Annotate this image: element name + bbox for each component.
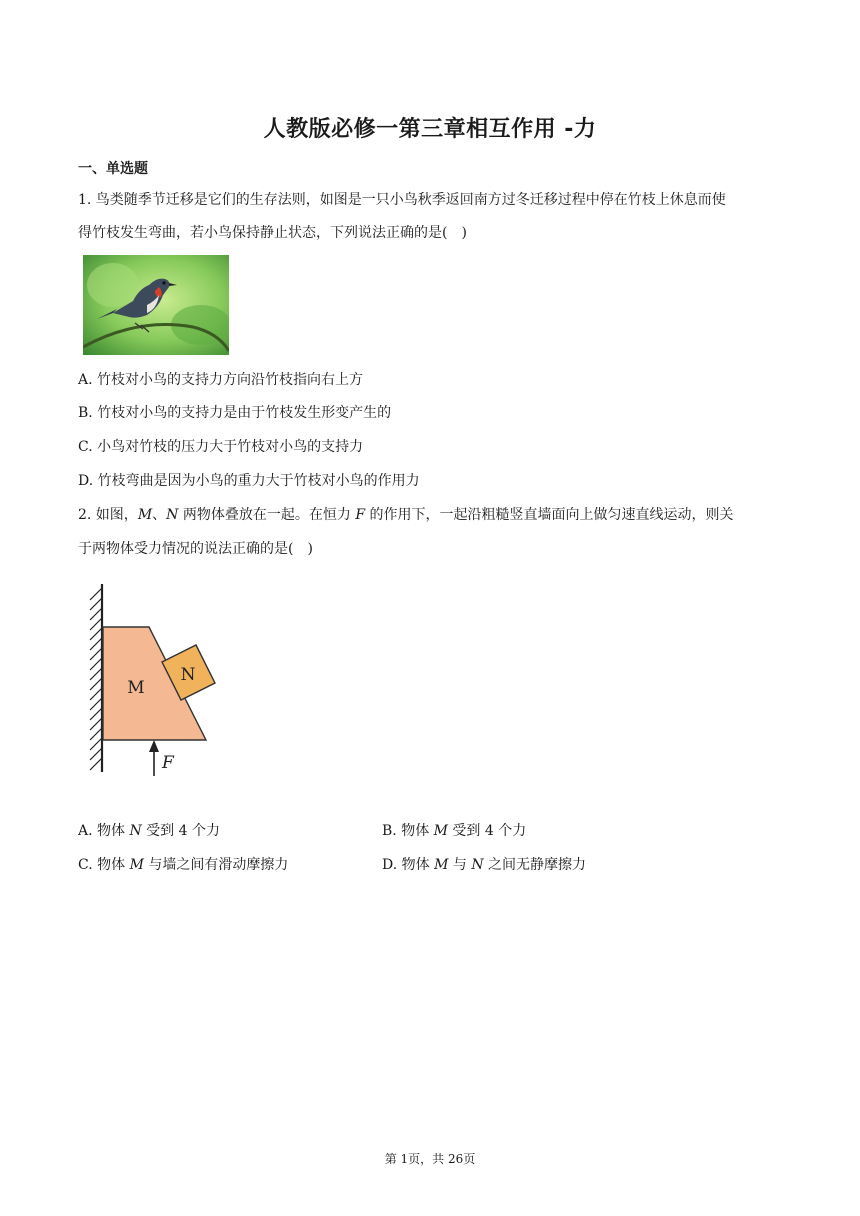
q1-option-b: B. 竹枝对小鸟的支持力是由于竹枝发生形变产生的 [78,405,392,421]
q1-option-c: C. 小鸟对竹枝的压力大于竹枝对小鸟的支持力 [78,439,364,455]
wall-hatching [90,588,102,770]
section-heading: 一、单选题 [78,161,148,177]
label-n: N [180,665,196,685]
q2-option-a: A. 物体 N 受到 4 个力 [78,823,220,839]
q2-option-b: B. 物体 M 受到 4 个力 [382,823,527,839]
bird-on-branch-photo [83,255,229,355]
q2-stem-line2: 于两物体受力情况的说法正确的是( ) [78,541,313,557]
label-m: M [127,678,145,698]
force-diagram [84,580,224,780]
label-f: F [162,753,174,773]
q1-stem-line2: 得竹枝发生弯曲，若小鸟保持静止状态，下列说法正确的是( ) [78,225,467,241]
q1-option-d: D. 竹枝弯曲是因为小鸟的重力大于竹枝对小鸟的作用力 [78,473,420,489]
page-title: 人教版必修一第三章相互作用 -力 [263,117,597,142]
q2-option-c: C. 物体 M 与墙之间有滑动摩擦力 [78,857,289,873]
q1-option-a: A. 竹枝对小鸟的支持力方向沿竹枝指向右上方 [78,372,364,388]
q1-stem-line1: 1. 鸟类随季节迁移是它们的生存法则，如图是一只小鸟秋季返回南方过冬迁移过程中停在竹枝上休息而使 [78,192,726,208]
page-footer: 第 1页，共 26页 [384,1152,476,1166]
q2-stem-line1: 2. 如图，M、N 两物体叠放在一起。在恒力 F 的作用下，一起沿粗糙竖直墙面向上做匀速直线运动，则关 [78,507,734,523]
q2-option-d: D. 物体 M 与 N 之间无静摩擦力 [382,857,587,873]
